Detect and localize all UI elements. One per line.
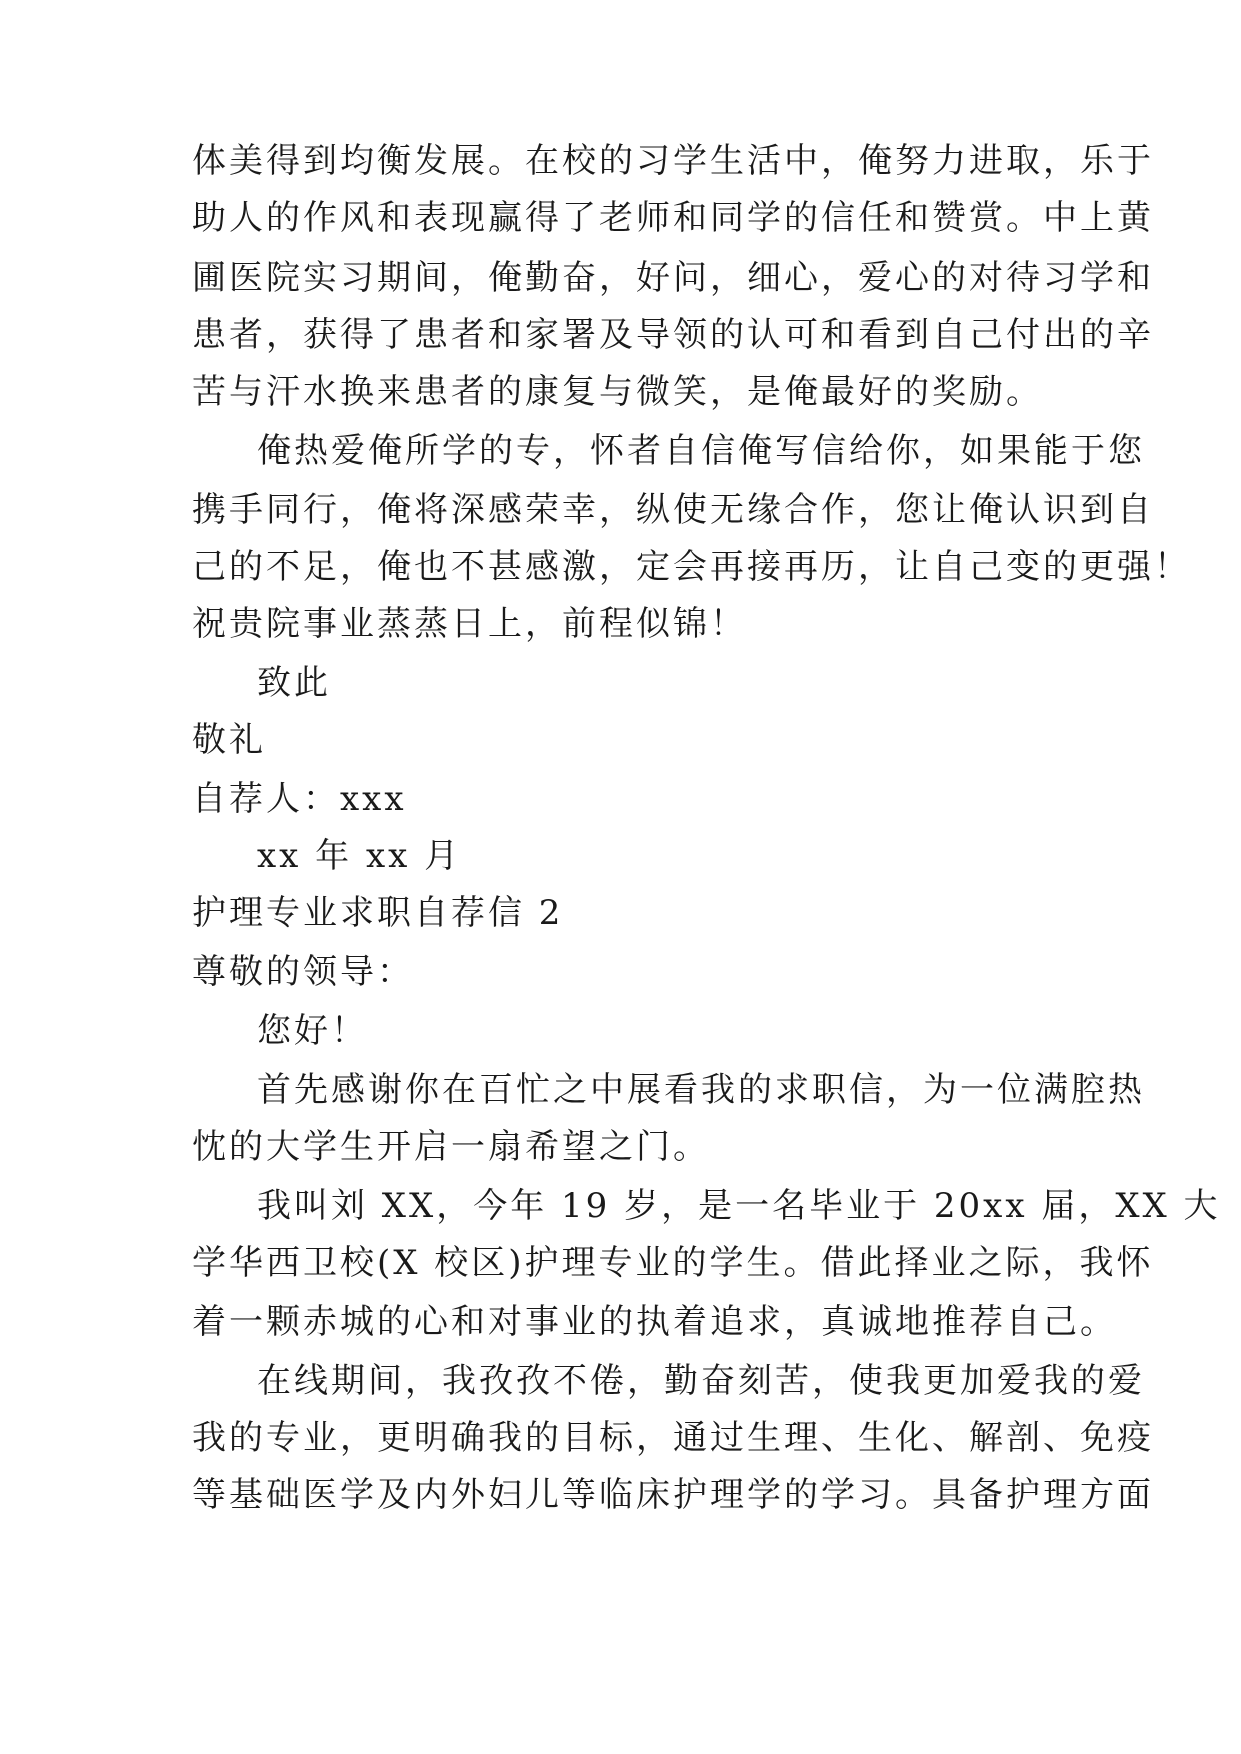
text-line: 在线期间，我孜孜不倦，勤奋刻苦，使我更加爱我的爱 [257,1361,1145,1401]
text-line: 致此 [257,663,331,703]
text-line: 祝贵院事业蒸蒸日上，前程似锦！ [192,604,747,644]
text-line: 尊敬的领导： [192,952,414,992]
text-line: 苦与汗水换来患者的康复与微笑，是俺最好的奖励。 [192,372,1043,412]
text-line: 自荐人：xxx [192,779,407,819]
text-line: 您好！ [257,1011,368,1051]
text-line: 我叫刘 XX，今年 19 岁，是一名毕业于 20xx 届，XX 大 [257,1186,1221,1226]
text-line: 敬礼 [192,720,266,760]
text-line: 我的专业，更明确我的目标，通过生理、生化、解剖、免疫 [192,1418,1154,1458]
text-line: 圃医院实习期间，俺勤奋，好问，细心，爱心的对待习学和 [192,258,1154,298]
text-line: 患者，获得了患者和家署及导领的认可和看到自己付出的辛 [192,315,1154,355]
text-line: 着一颗赤城的心和对事业的执着追求，真诚地推荐自己。 [192,1302,1117,1342]
text-line: 忱的大学生开启一扇希望之门。 [192,1127,710,1167]
text-line: 首先感谢你在百忙之中展看我的求职信，为一位满腔热 [257,1070,1145,1110]
text-line: 助人的作风和表现赢得了老师和同学的信任和赞赏。中上黄 [192,198,1154,238]
text-line: 等基础医学及内外妇儿等临床护理学的学习。具备护理方面 [192,1475,1154,1515]
text-line: 体美得到均衡发展。在校的习学生活中，俺努力进取，乐于 [192,141,1154,181]
text-line: 护理专业求职自荐信 2 [192,893,564,933]
text-line: 携手同行，俺将深感荣幸，纵使无缘合作，您让俺认识到自 [192,490,1154,530]
text-line: 学华西卫校(X 校区)护理专业的学生。借此择业之际，我怀 [192,1243,1154,1283]
text-line: 俺热爱俺所学的专，怀者自信俺写信给你，如果能于您 [257,431,1145,471]
text-line: xx 年 xx 月 [257,836,462,876]
text-line: 己的不足，俺也不甚感激，定会再接再历，让自己变的更强！ [192,547,1191,587]
